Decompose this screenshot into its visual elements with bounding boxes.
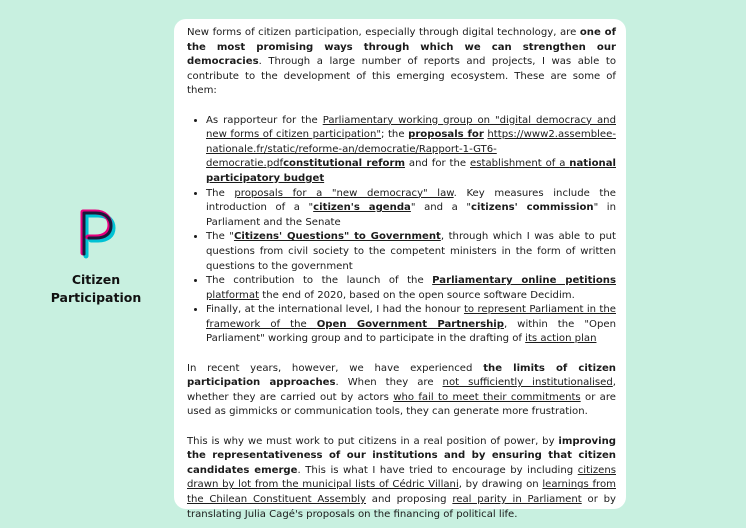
item-text: Finally, at the international level, I had the honour	[206, 304, 464, 316]
list-item	[206, 114, 616, 187]
institutionalised-link[interactable]: not sufficiently institutionalised	[442, 377, 613, 389]
item-text: The	[206, 187, 235, 199]
participatory-budget-label: national participatory budget	[206, 158, 616, 184]
represent-parliament-link[interactable]: to represent Parliament in the framework of the	[206, 304, 616, 330]
limits-paragraph	[187, 362, 616, 420]
item-text: ; the	[381, 129, 409, 141]
item-text: As rapporteur for the	[206, 114, 323, 126]
sidebar-title-line2: Participation	[50, 290, 142, 305]
item-text: The contribution to the launch of the	[206, 275, 433, 287]
list-item	[206, 187, 616, 231]
citizens-questions-label: Citizens' Questions" to Government	[233, 231, 441, 243]
item-text: The "	[206, 231, 234, 243]
p-logo-icon	[74, 205, 118, 259]
list-item	[206, 303, 616, 347]
intro-text: New forms of citizen participation, especially through digital technology, are	[187, 27, 580, 38]
commitments-link[interactable]: who fail to meet their commitments	[393, 391, 581, 403]
power-bold: improving the representativeness of our institutions and by ensuring that citizen candidates emerge	[187, 435, 616, 476]
item-text: and for the	[405, 158, 471, 170]
list-item	[206, 274, 616, 303]
sidebar-title-line1: Citizen	[71, 272, 121, 287]
item-text: " and a "	[410, 202, 471, 214]
limits-text: , whether they are carried out by actors	[187, 377, 616, 403]
item-text: the end of 2020, based on the open source software Decidim.	[259, 289, 575, 301]
item-text: " in Parliament and the Senate	[206, 202, 617, 228]
citizens-agenda-label: citizen's agenda	[313, 202, 411, 214]
power-text: This is why we must work to put citizens in a real position of power, by	[187, 435, 559, 447]
citizens-agenda-link[interactable]	[313, 202, 411, 213]
power-text: , by drawing on	[458, 479, 543, 491]
power-text: or by translating Julia Cagé's proposals on the financing of political life.	[187, 494, 617, 520]
drawn-by-lot-link[interactable]: citizens drawn by lot from the municipal lists of Cédric Villani	[187, 464, 616, 491]
intro-paragraph	[187, 26, 616, 99]
item-text: , through which I was able to put questions from civil society to the competent ministers in the form of written questions to the government	[206, 231, 617, 272]
intro-text-2: . Through a large number of reports and projects, I was able to contribute to the development of this emerging ecosystem. These are some of them:	[187, 56, 616, 97]
open-government-label: Open Government Partnership	[316, 318, 504, 330]
platform-link[interactable]: platformat	[206, 289, 260, 301]
limits-text: or are used as gimmicks or communication tools, they can generate more frustration.	[187, 391, 616, 418]
item-text: . Key measures include the introduction of a "	[206, 187, 616, 214]
sidebar-title	[40, 271, 152, 307]
constitutional-reform-label: constitutional reform	[283, 158, 405, 170]
limits-bold: the limits of citizen participation approaches	[187, 362, 616, 389]
item-text: , within the "Open Parliament" working group and to participate in the drafting of	[206, 318, 616, 345]
chilean-assembly-link[interactable]: learnings from the Chilean Constituent Assembly	[187, 479, 616, 505]
content-card	[174, 19, 626, 520]
limits-text: . When they are	[335, 377, 443, 389]
list-item	[206, 230, 616, 274]
open-government-link[interactable]	[317, 319, 504, 330]
online-petitions-label: Parliamentary online petitions	[432, 275, 616, 287]
power-text: . This is what I have tried to encourage by including	[297, 464, 578, 476]
power-paragraph	[187, 435, 616, 523]
citizens-commission-bold: citizens' commission	[471, 202, 594, 214]
new-democracy-law-link[interactable]: proposals for a "new democracy" law	[234, 187, 454, 199]
sidebar	[40, 205, 152, 307]
action-plan-link[interactable]: its action plan	[525, 333, 597, 345]
proposals-link-label: proposals for	[408, 129, 484, 141]
limits-text: In recent years, however, we have experienced	[187, 362, 484, 374]
real-parity-link[interactable]: real parity in Parliament	[452, 494, 582, 505]
power-text: and proposing	[366, 494, 453, 505]
proposals-link[interactable]	[408, 129, 484, 140]
report-url-link[interactable]: https://www2.assemblee-nationale.fr/static/reforme-an/democratie/Rapport-1-GT6-democratie.pdf	[206, 129, 616, 170]
intro-bold: one of the most promising ways through which we can strengthen our democracies	[187, 27, 616, 68]
working-group-link[interactable]: Parliamentary working group on "digital democracy and new forms of citizen participation"	[206, 114, 616, 141]
achievements-list	[187, 114, 616, 348]
establishment-link[interactable]: establishment of a	[470, 158, 570, 170]
constitutional-reform-link[interactable]	[283, 158, 405, 169]
online-petitions-link[interactable]	[432, 275, 616, 286]
citizens-questions-link[interactable]	[234, 231, 441, 242]
